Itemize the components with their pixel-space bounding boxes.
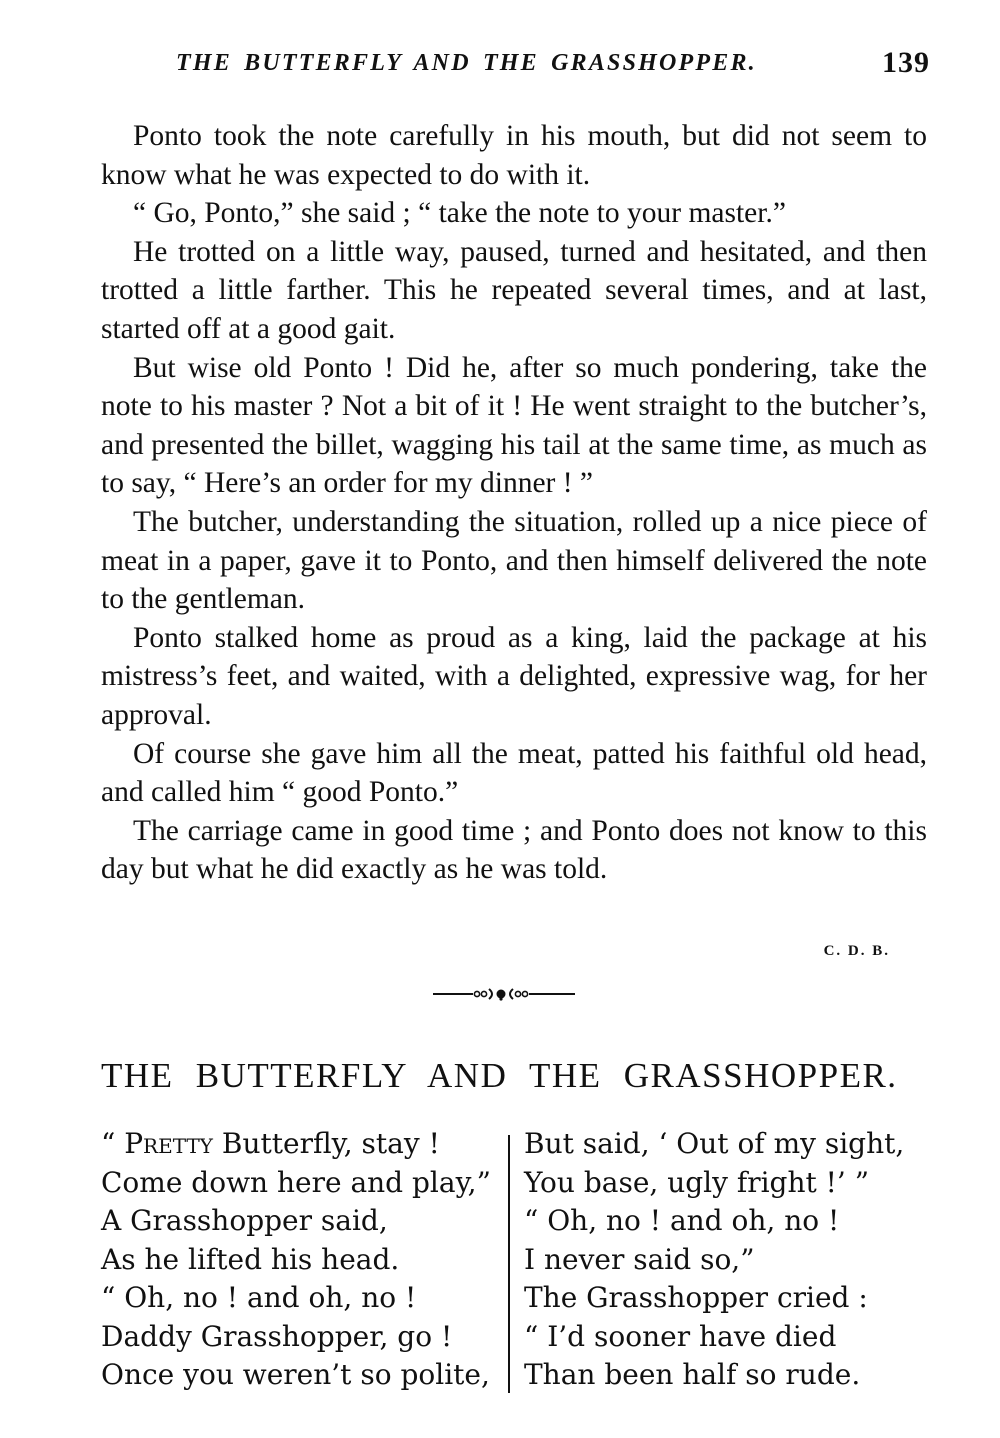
smallcaps-word: Pretty — [124, 1127, 213, 1160]
poem — [101, 1125, 931, 1395]
paragraph: “ Go, Ponto,” she said ; “ take the note to your master.” — [133, 197, 786, 230]
paragraph: He trotted on a little way, paused, turned and hesitated, and then trotted a little farther. This he repeated several times, and at last, started off at a good gait. — [101, 235, 927, 345]
poem-left-column — [101, 1125, 491, 1395]
poem-line: As he lifted his head. — [101, 1242, 400, 1276]
poem-line: Once you weren’t so polite, — [101, 1358, 490, 1391]
poem-line: Than been half so rude. — [524, 1358, 861, 1391]
poem-line: You base, ugly fright !’ ” — [524, 1165, 870, 1199]
running-head-title: THE BUTTERFLY AND THE GRASSHOPPER. — [176, 50, 757, 76]
poem-right-column — [524, 1125, 904, 1395]
poem-line: The Grasshopper cried : — [524, 1281, 868, 1314]
column-divider — [508, 1135, 510, 1393]
author-signature: C. D. B. — [823, 943, 890, 959]
paragraph: Of course she gave him all the meat, patted his faithful old head, and called him “ good Ponto.” — [101, 737, 927, 809]
poem-line: “ Oh, no ! and oh, no ! — [524, 1204, 840, 1237]
poem-line: But said, ‘ Out of my sight, — [524, 1127, 905, 1160]
running-head — [176, 46, 936, 86]
poem-title: THE BUTTERFLY AND THE GRASSHOPPER. — [101, 1056, 898, 1095]
paragraph: The carriage came in good time ; and Ponto does not know to this day but what he did exactly as he was told. — [101, 814, 927, 886]
poem-line — [101, 1125, 491, 1164]
opening-quote: “ — [101, 1127, 125, 1160]
poem-line-rest: Butterfly, stay ! — [212, 1127, 440, 1160]
paragraph: Ponto stalked home as proud as a king, laid the package at his mistress’s feet, and waited, with a delighted, expressive wag, for her approval. — [101, 621, 927, 731]
poem-line: A Grasshopper said, — [101, 1204, 388, 1237]
paragraph: Ponto took the note carefully in his mouth, but did not seem to know what he was expected to do with it. — [101, 120, 927, 191]
page-number: 139 — [882, 46, 930, 79]
poem-line: I never said so,” — [524, 1242, 755, 1276]
poem-line: “ Oh, no ! and oh, no ! — [101, 1281, 417, 1314]
poem-line: Come down here and play,” — [101, 1165, 491, 1199]
story-body — [101, 117, 927, 889]
section-divider-ornament-icon — [433, 984, 575, 1004]
poem-line: Daddy Grasshopper, go ! — [101, 1319, 453, 1353]
poem-line: “ I’d sooner have died — [524, 1319, 837, 1353]
paragraph: The butcher, understanding the situation, rolled up a nice piece of meat in a paper, gave it to Ponto, and then himself delivered the note to the gentleman. — [101, 505, 927, 616]
paragraph: But wise old Ponto ! Did he, after so much pondering, take the note to his master ? Not a bit of it ! He went straight to the butcher’s, and presented the billet, wagging his tail at the same time, as much as to say, “ Here’s an order for my dinner ! ” — [101, 351, 927, 500]
